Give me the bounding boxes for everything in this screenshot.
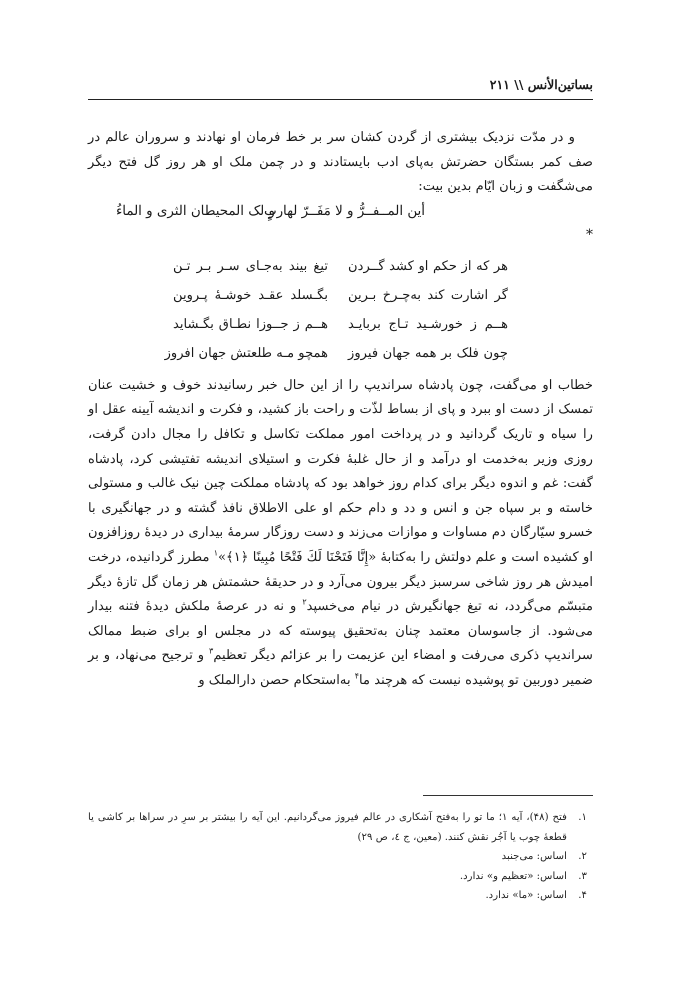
arabic-hemistich-1: أین المــفــرُّ و لا مَفَــرّ لهاربٍ xyxy=(263,203,425,219)
header-separator: \\ xyxy=(514,77,524,92)
poem-hemistich-right: گر اشارت کند به‌چـرخ بـرین xyxy=(348,287,508,303)
paragraph-2-text-1: خطاب او می‌گفت، چون پادشاه سراندیپ را از این حال خبر رسانیدند خوف و خشیت عنان تمسک از دست او ببرد و پای از بساط لذّت و راحت باز کشید، و فکرت و اندیشه آیینه عقل او را سیاه و تاریک گردانید و در پرداخت امور مملکت تکاسل و تکافل را مجال دادن گرفت، روزی وزیر به‌خدمت او درآمد و از حال غلبهٔ فکرت و استیلای اندیشه تفتیشی کرد، پادشاه گفت: غم و اندوه دیگر برای کدام روز خواهد بود که پادشاه مملکت چین نیک غالب و مستولی خاسته و بر سپاه جن و انس و دد و دام حکم او علی الاطلاق نافذ گشته و در جهانگیری با خسرو سیّارگان دم مساوات و موازات می‌زند و دست روزگار سرمهٔ بیداری در دیدهٔ روزافزون او کشیده است و علم دولتش را به‌کتابهٔ «إِنَّا فَتَحْنَا لَكَ فَتْحًا مُبِينًا ﴿۱﴾» xyxy=(88,377,593,565)
footnote-ref-1[interactable]: ۱ xyxy=(213,548,219,558)
poem-hemistich-right: هــم ز خورشـید تـاج بربایـد xyxy=(348,316,508,332)
page-number: ۲۱۱ xyxy=(489,77,510,92)
verse-separator-star: * xyxy=(586,226,593,243)
footnote-number: ۲. xyxy=(578,851,587,863)
footnotes xyxy=(88,808,593,906)
paragraph-2-text-3: و نه در عرصهٔ ملکش دیدهٔ فتنه بیدار می‌شود. از جاسوسان معتمد چنان به‌تحقیق پیوسته که در مجلس او برای ضبط ممالک سراندیپ ذکری می‌رفت و امضاء این عزیمت را بر عزائم دیگر تعظیم xyxy=(88,599,593,664)
footnote-item xyxy=(88,867,593,887)
header-rule xyxy=(88,99,593,100)
poem-hemistich-left: تیغ بیند به‌جـای سـر بـر تـن xyxy=(173,258,328,274)
body-text xyxy=(88,126,593,694)
footnote-text: فتح (۴۸)، آیه ۱؛ ما تو را به‌فتح آشکاری در عالم فیروز می‌گردانیم. این آیه را بیشتر بر سرِ در سراها بر کاشی یا قطعهٔ چوب یا آجُر نقش کنند. (معین، ج ٤، ص ۲۹) xyxy=(88,812,568,843)
footnote-text: اساس: «ما» ندارد. xyxy=(485,890,567,902)
poem-couplet xyxy=(88,339,593,368)
footnote-number: ۱. xyxy=(578,812,587,823)
arabic-verse xyxy=(88,200,593,226)
paragraph-2 xyxy=(88,374,593,694)
footnote-item xyxy=(88,847,593,867)
footnote-rule xyxy=(423,795,593,796)
poem-hemistich-right: چون فلک بر همه جهان فیروز xyxy=(348,345,508,361)
arabic-hemistich-2: و لک المحیطان الثری و الماءُ xyxy=(115,203,275,219)
paragraph-2-text-5: به‌استحکام حصن دارالملک و xyxy=(198,672,355,688)
footnote-number: ۴. xyxy=(578,890,587,902)
footnote-ref-3[interactable]: ۳ xyxy=(209,646,214,656)
poem xyxy=(88,248,593,374)
footnote-item xyxy=(88,808,593,847)
poem-couplet xyxy=(88,252,593,281)
footnote-number: ۳. xyxy=(578,870,587,882)
footnote-item xyxy=(88,886,593,906)
footnote-ref-2[interactable]: ۲ xyxy=(302,597,307,607)
book-title: بساتین‌الأنس xyxy=(527,77,593,92)
running-header xyxy=(88,77,593,92)
paragraph-2-text-4: و ترجیح می‌نهاد، و بر ضمیر دوربین تو پوشیده نیست که هرچند ما xyxy=(88,648,593,688)
footnote-ref-4[interactable]: ۴ xyxy=(354,671,360,681)
poem-hemistich-left: هــم ز جــوزا نطـاق بگـشاید xyxy=(173,316,328,332)
paragraph-2-text-2: مطرز گردانیده، درخت امیدش هر روز شاخی سرسبز دیگر بیرون می‌آرد و در حدیقهٔ حشمتش هر زمان گل تازهٔ دیگر متبسّم می‌گردد، نه تیغ جهانگیرش در نیام می‌خسپد xyxy=(88,549,593,615)
paragraph-1: و در مدّت نزدیک بیشتری از گردن کشان سر بر خط فرمان او نهادند و سروران عالم در صف کمر بستگان حضرتش به‌پای ادب بایستادند و در چمن ملک او هر روز گل فتح دیگر می‌شگفت و زبان ایّام بدین بیت: xyxy=(88,130,593,195)
footnote-text: اساس: «تعظیم و» ندارد. xyxy=(459,870,567,882)
poem-couplet xyxy=(88,310,593,339)
footnote-text: اساس: می‌جنبد xyxy=(501,851,567,863)
poem-hemistich-left: بگـسلد عقـد خوشـهٔ پـروین xyxy=(173,287,328,303)
poem-hemistich-left: همچو مـه طلعتش جهان افروز xyxy=(164,345,328,361)
poem-couplet xyxy=(88,281,593,310)
poem-hemistich-right: هر که از حکم او کشد گــردن xyxy=(348,258,508,274)
